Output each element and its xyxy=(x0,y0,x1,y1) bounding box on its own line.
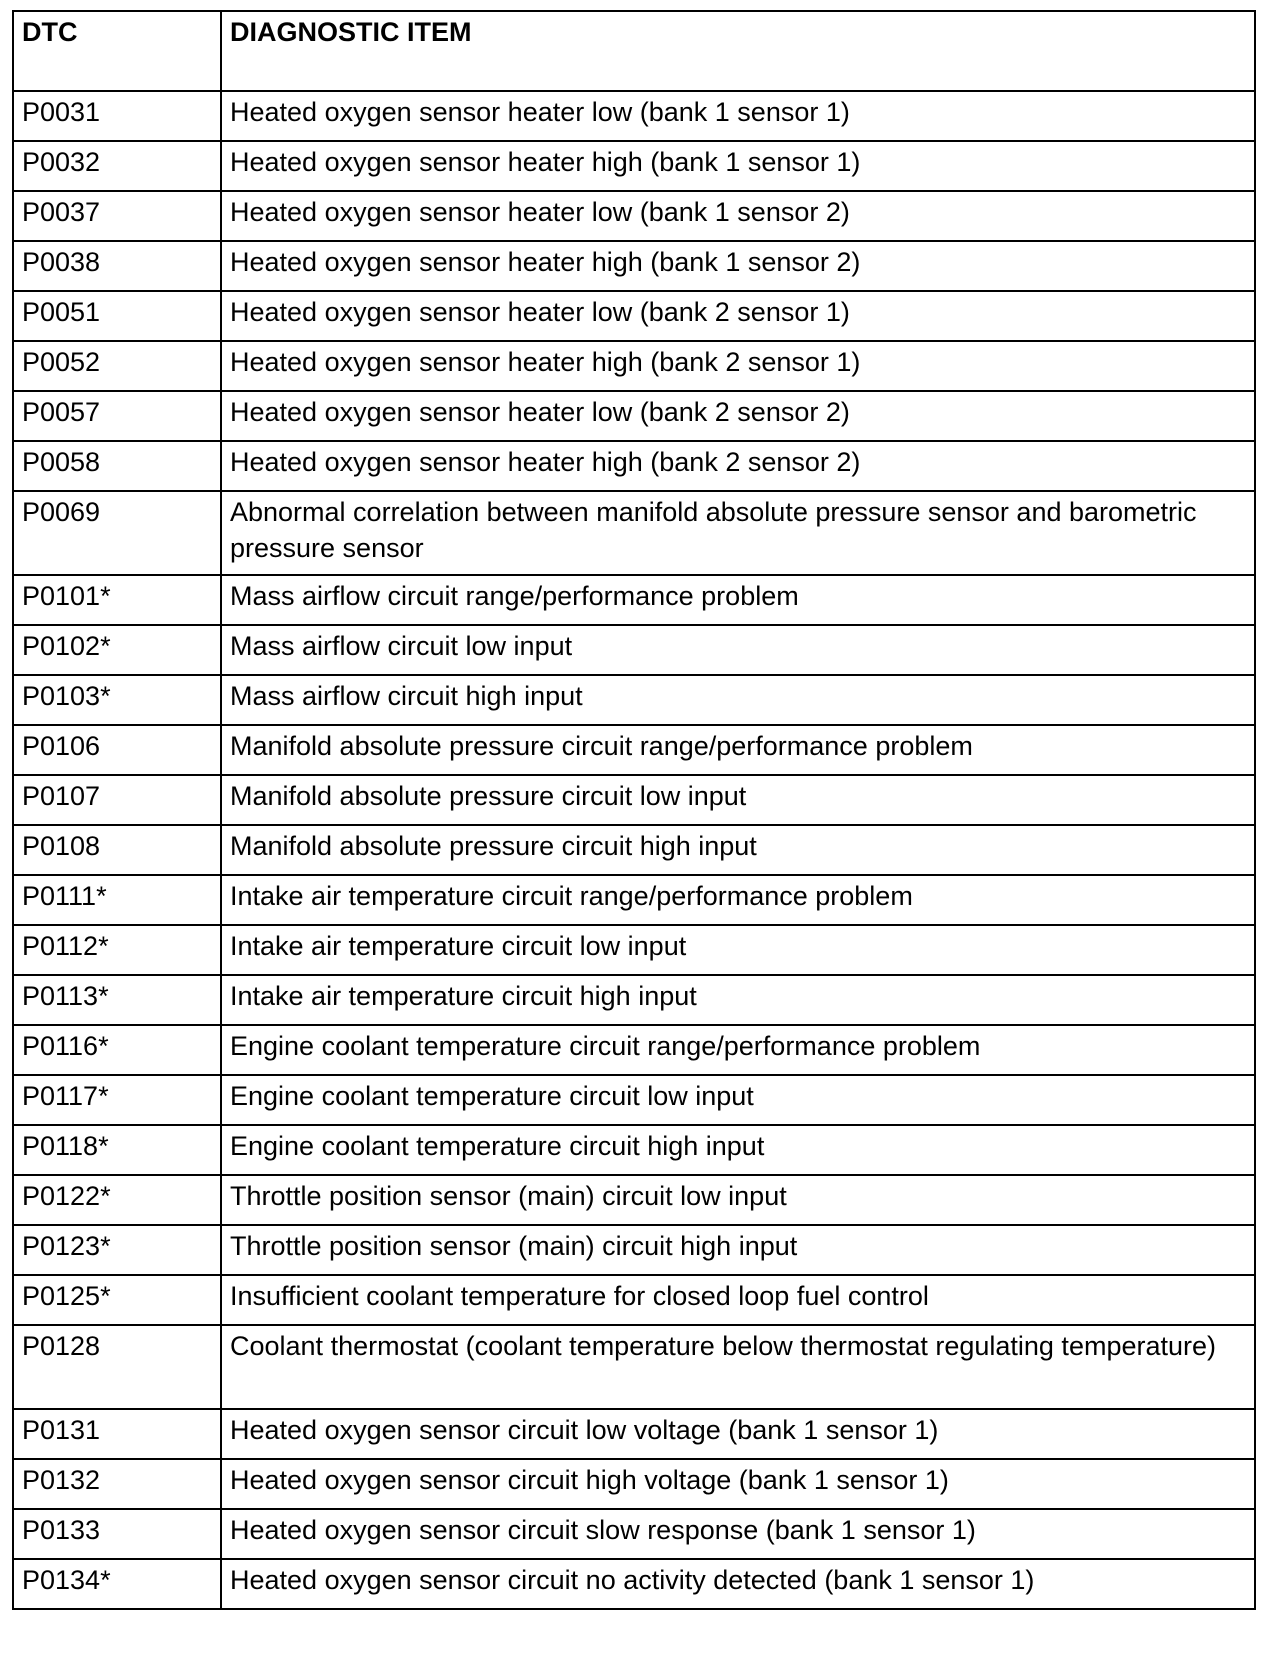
table-body xyxy=(13,91,1255,1609)
dtc-code-cell: P0134* xyxy=(13,1559,221,1609)
diagnostic-item-cell: Mass airflow circuit range/performance problem xyxy=(221,575,1255,625)
header-diagnostic-item: DIAGNOSTIC ITEM xyxy=(221,11,1255,91)
diagnostic-item-cell: Intake air temperature circuit low input xyxy=(221,925,1255,975)
diagnostic-item-cell: Mass airflow circuit low input xyxy=(221,625,1255,675)
dtc-code-cell: P0106 xyxy=(13,725,221,775)
dtc-code-cell: P0133 xyxy=(13,1509,221,1559)
table-row xyxy=(13,725,1255,775)
table-row xyxy=(13,1075,1255,1125)
table-row xyxy=(13,1025,1255,1075)
diagnostic-item-cell: Throttle position sensor (main) circuit high input xyxy=(221,1225,1255,1275)
table-row xyxy=(13,491,1255,575)
table-header xyxy=(13,11,1255,91)
diagnostic-item-cell: Insufficient coolant temperature for closed loop fuel control xyxy=(221,1275,1255,1325)
table-row xyxy=(13,1509,1255,1559)
table-row xyxy=(13,1125,1255,1175)
diagnostic-item-cell: Engine coolant temperature circuit range/performance problem xyxy=(221,1025,1255,1075)
dtc-code-cell: P0107 xyxy=(13,775,221,825)
table-row xyxy=(13,241,1255,291)
dtc-code-cell: P0117* xyxy=(13,1075,221,1125)
diagnostic-item-cell: Manifold absolute pressure circuit high input xyxy=(221,825,1255,875)
diagnostic-item-cell: Heated oxygen sensor heater high (bank 2 sensor 1) xyxy=(221,341,1255,391)
table-row xyxy=(13,91,1255,141)
table-row xyxy=(13,575,1255,625)
table-row xyxy=(13,291,1255,341)
dtc-code-cell: P0125* xyxy=(13,1275,221,1325)
diagnostic-item-cell: Intake air temperature circuit high input xyxy=(221,975,1255,1025)
diagnostic-item-cell: Manifold absolute pressure circuit low input xyxy=(221,775,1255,825)
dtc-code-cell: P0057 xyxy=(13,391,221,441)
table-row xyxy=(13,775,1255,825)
dtc-code-cell: P0101* xyxy=(13,575,221,625)
table-row xyxy=(13,875,1255,925)
diagnostic-item-cell: Heated oxygen sensor heater low (bank 2 sensor 1) xyxy=(221,291,1255,341)
dtc-code-cell: P0032 xyxy=(13,141,221,191)
diagnostic-item-cell: Heated oxygen sensor heater high (bank 1 sensor 1) xyxy=(221,141,1255,191)
dtc-code-cell: P0112* xyxy=(13,925,221,975)
dtc-code-cell: P0103* xyxy=(13,675,221,725)
table-row xyxy=(13,1459,1255,1509)
dtc-code-cell: P0132 xyxy=(13,1459,221,1509)
diagnostic-item-cell: Heated oxygen sensor heater low (bank 2 sensor 2) xyxy=(221,391,1255,441)
table-row xyxy=(13,675,1255,725)
diagnostic-item-cell: Mass airflow circuit high input xyxy=(221,675,1255,725)
table-row xyxy=(13,1275,1255,1325)
table-row xyxy=(13,625,1255,675)
diagnostic-item-cell: Heated oxygen sensor circuit slow response (bank 1 sensor 1) xyxy=(221,1509,1255,1559)
dtc-code-cell: P0113* xyxy=(13,975,221,1025)
dtc-code-cell: P0051 xyxy=(13,291,221,341)
table-row xyxy=(13,391,1255,441)
diagnostic-item-cell: Abnormal correlation between manifold absolute pressure sensor and barometric pressure sensor xyxy=(221,491,1255,575)
dtc-code-cell: P0128 xyxy=(13,1325,221,1409)
diagnostic-item-cell: Heated oxygen sensor circuit low voltage (bank 1 sensor 1) xyxy=(221,1409,1255,1459)
header-dtc: DTC xyxy=(13,11,221,91)
table-row xyxy=(13,1325,1255,1409)
table-row xyxy=(13,441,1255,491)
dtc-code-cell: P0038 xyxy=(13,241,221,291)
dtc-code-cell: P0108 xyxy=(13,825,221,875)
diagnostic-item-cell: Engine coolant temperature circuit low input xyxy=(221,1075,1255,1125)
table-row xyxy=(13,141,1255,191)
table-row xyxy=(13,1409,1255,1459)
dtc-code-cell: P0058 xyxy=(13,441,221,491)
table-row xyxy=(13,1175,1255,1225)
diagnostic-item-cell: Coolant thermostat (coolant temperature below thermostat regulating temperature) xyxy=(221,1325,1255,1409)
table-row xyxy=(13,925,1255,975)
dtc-code-cell: P0118* xyxy=(13,1125,221,1175)
table-row xyxy=(13,975,1255,1025)
diagnostic-item-cell: Engine coolant temperature circuit high input xyxy=(221,1125,1255,1175)
dtc-code-cell: P0102* xyxy=(13,625,221,675)
dtc-code-cell: P0069 xyxy=(13,491,221,575)
table-row xyxy=(13,1225,1255,1275)
dtc-code-cell: P0031 xyxy=(13,91,221,141)
dtc-code-cell: P0116* xyxy=(13,1025,221,1075)
dtc-code-cell: P0123* xyxy=(13,1225,221,1275)
diagnostic-item-cell: Heated oxygen sensor heater high (bank 1 sensor 2) xyxy=(221,241,1255,291)
diagnostic-item-cell: Heated oxygen sensor circuit high voltage (bank 1 sensor 1) xyxy=(221,1459,1255,1509)
diagnostic-item-cell: Heated oxygen sensor heater high (bank 2 sensor 2) xyxy=(221,441,1255,491)
diagnostic-item-cell: Manifold absolute pressure circuit range/performance problem xyxy=(221,725,1255,775)
table-row xyxy=(13,825,1255,875)
table-row xyxy=(13,1559,1255,1609)
dtc-code-cell: P0122* xyxy=(13,1175,221,1225)
dtc-code-cell: P0037 xyxy=(13,191,221,241)
table-row xyxy=(13,191,1255,241)
dtc-code-cell: P0131 xyxy=(13,1409,221,1459)
diagnostic-item-cell: Intake air temperature circuit range/performance problem xyxy=(221,875,1255,925)
header-row xyxy=(13,11,1255,91)
table-row xyxy=(13,341,1255,391)
dtc-code-cell: P0052 xyxy=(13,341,221,391)
diagnostic-item-cell: Heated oxygen sensor heater low (bank 1 sensor 1) xyxy=(221,91,1255,141)
dtc-code-cell: P0111* xyxy=(13,875,221,925)
dtc-table xyxy=(12,10,1256,1610)
diagnostic-item-cell: Heated oxygen sensor circuit no activity detected (bank 1 sensor 1) xyxy=(221,1559,1255,1609)
diagnostic-item-cell: Throttle position sensor (main) circuit low input xyxy=(221,1175,1255,1225)
diagnostic-item-cell: Heated oxygen sensor heater low (bank 1 sensor 2) xyxy=(221,191,1255,241)
